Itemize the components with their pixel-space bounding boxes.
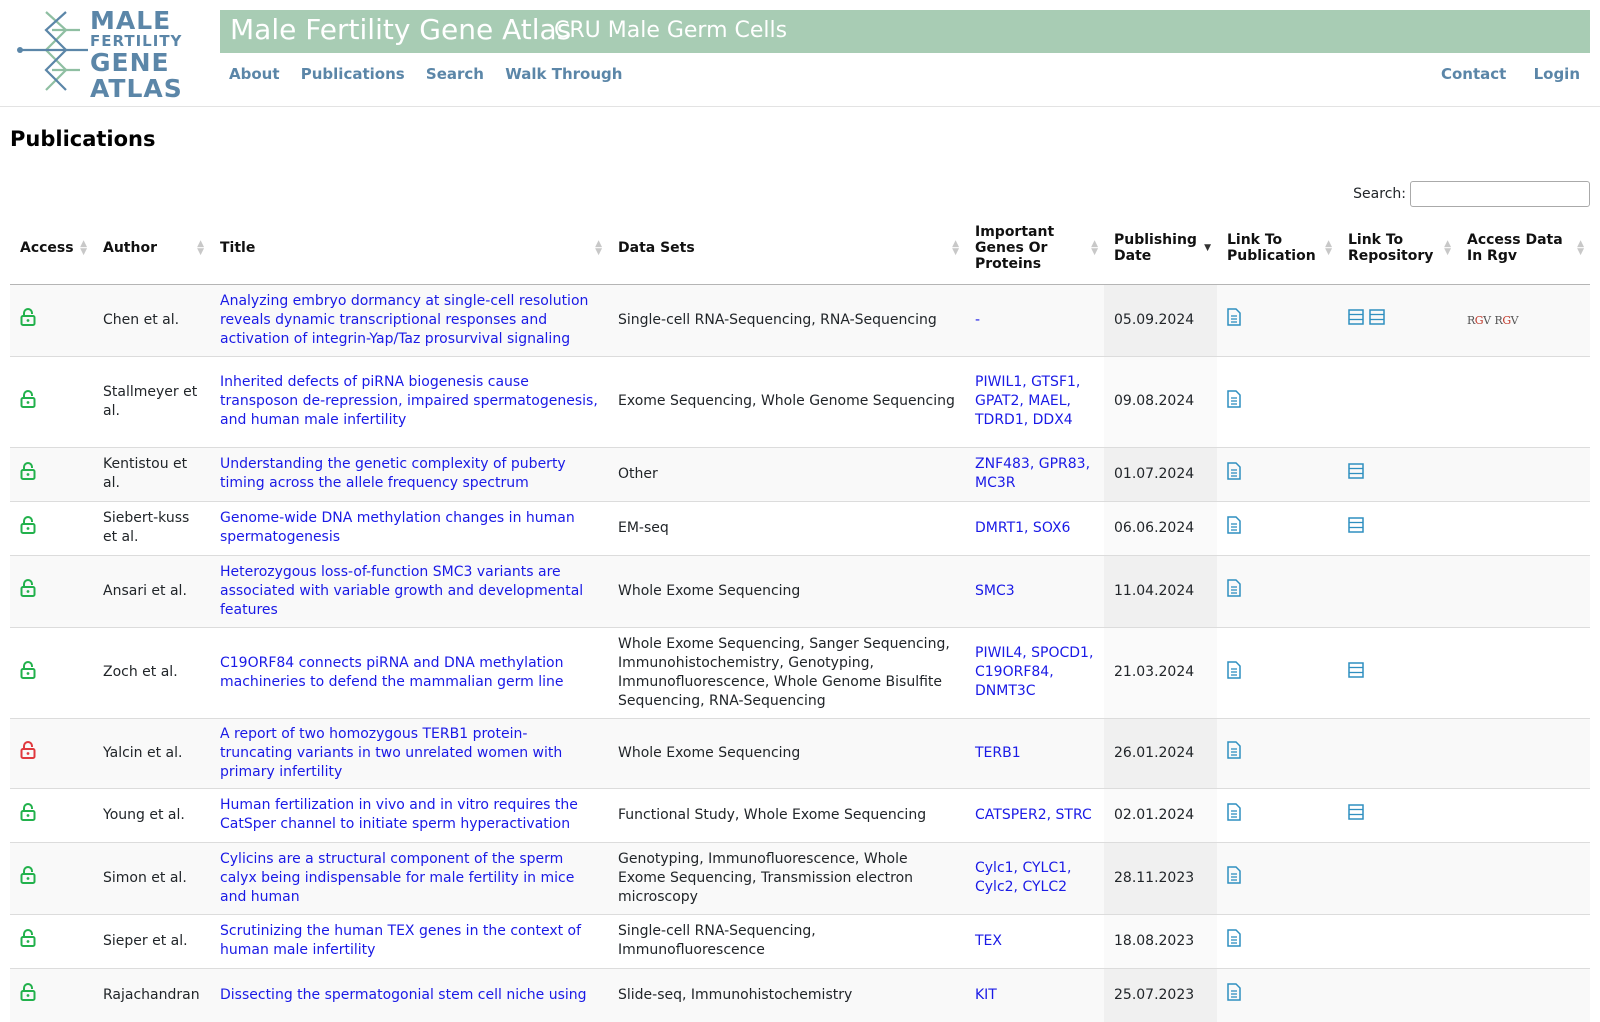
- access-cell: [10, 788, 93, 842]
- datasets-cell: Genotyping, Immunofluorescence, Whole Exome Sequencing, Transmission electron microscopy: [608, 842, 965, 914]
- unlock-icon[interactable]: [20, 866, 36, 890]
- unlock-icon[interactable]: [20, 390, 36, 414]
- gene-links[interactable]: TERB1: [975, 744, 1021, 761]
- sort-icon: ▲ ▼: [1325, 238, 1332, 257]
- publication-title-link[interactable]: Understanding the genetic complexity of puberty timing across the allele frequency spectrum: [220, 456, 566, 491]
- title-cell: [210, 842, 608, 914]
- col-access[interactable]: [10, 212, 93, 284]
- publication-title-link[interactable]: Cylicins are a structural component of the sperm calyx being indispensable for male fertility in mice and human: [220, 850, 575, 905]
- title-cell: [210, 968, 608, 1022]
- repository-icon[interactable]: [1348, 309, 1364, 331]
- logo-line-1: MALE: [90, 6, 172, 35]
- datasets-cell: Slide-seq, Immunohistochemistry: [608, 968, 965, 1022]
- repository-icon[interactable]: [1348, 463, 1364, 485]
- date-cell: 05.09.2024: [1104, 284, 1217, 356]
- col-link-publication-label: Link To Publication: [1227, 231, 1316, 264]
- date-cell: 02.01.2024: [1104, 788, 1217, 842]
- access-cell: [10, 501, 93, 555]
- title-cell: [210, 284, 608, 356]
- col-title-label: Title: [220, 239, 256, 256]
- sort-icon: ▲ ▼: [80, 238, 87, 257]
- unlock-icon[interactable]: [20, 308, 36, 332]
- col-link-repository-label: Link To Repository: [1348, 231, 1434, 264]
- repository-link-cell: [1338, 447, 1457, 501]
- document-icon[interactable]: [1227, 579, 1241, 603]
- nav-login[interactable]: Login: [1533, 65, 1580, 83]
- date-cell: 18.08.2023: [1104, 914, 1217, 968]
- genes-cell: [965, 914, 1104, 968]
- col-rgv[interactable]: [1457, 212, 1590, 284]
- author-cell: Chen et al.: [93, 284, 210, 356]
- genes-cell: [965, 718, 1104, 788]
- table-row: [10, 788, 1590, 842]
- nav-walk-through[interactable]: Walk Through: [505, 65, 623, 83]
- col-link-publication[interactable]: [1217, 212, 1338, 284]
- table-row: [10, 914, 1590, 968]
- repository-link-cell: [1338, 501, 1457, 555]
- date-cell: 21.03.2024: [1104, 627, 1217, 718]
- document-icon[interactable]: [1227, 929, 1241, 953]
- col-datasets[interactable]: [608, 212, 965, 284]
- sort-icon: ▲ ▼: [1091, 238, 1098, 257]
- genes-cell: [965, 842, 1104, 914]
- search-input[interactable]: [1410, 181, 1590, 207]
- title-cell: [210, 718, 608, 788]
- unlock-icon[interactable]: [20, 462, 36, 486]
- rgv-cell: [1457, 627, 1590, 718]
- author-cell: Zoch et al.: [93, 627, 210, 718]
- sort-icon: ▲ ▼: [1577, 238, 1584, 257]
- publication-title-link[interactable]: C19ORF84 connects piRNA and DNA methylation machineries to defend the mammalian germ line: [220, 654, 564, 690]
- repository-link-cell: [1338, 284, 1457, 356]
- publication-link-cell: [1217, 501, 1338, 555]
- gene-links[interactable]: SMC3: [975, 582, 1015, 599]
- logo-text: [90, 6, 183, 103]
- date-cell: 25.07.2023: [1104, 968, 1217, 1022]
- repository-icon[interactable]: [1348, 804, 1364, 826]
- main-nav: [229, 65, 638, 83]
- repository-link-cell: [1338, 914, 1457, 968]
- table-row: [10, 718, 1590, 788]
- repository-link-cell: [1338, 842, 1457, 914]
- access-cell: [10, 555, 93, 627]
- publication-link-cell: [1217, 447, 1338, 501]
- access-cell: [10, 356, 93, 447]
- unlock-icon[interactable]: [20, 579, 36, 603]
- col-genes[interactable]: [965, 212, 1104, 284]
- author-cell: Rajachandran: [93, 968, 210, 1022]
- nav-publications[interactable]: Publications: [300, 65, 405, 83]
- access-cell: [10, 842, 93, 914]
- publication-link-cell: [1217, 356, 1338, 447]
- unlock-icon[interactable]: [20, 661, 36, 685]
- col-author-label: Author: [103, 239, 157, 256]
- repository-link-cell: [1338, 788, 1457, 842]
- title-cell: [210, 501, 608, 555]
- banner-subtitle: CRU Male Germ Cells: [554, 18, 788, 43]
- date-cell: 01.07.2024: [1104, 447, 1217, 501]
- author-cell: Ansari et al.: [93, 555, 210, 627]
- genes-cell: [965, 284, 1104, 356]
- repository-icon[interactable]: [1369, 309, 1385, 331]
- table-header-row: [10, 212, 1590, 284]
- publication-link-cell: [1217, 284, 1338, 356]
- title-cell: [210, 356, 608, 447]
- table-row: [10, 627, 1590, 718]
- unlock-icon[interactable]: [20, 929, 36, 953]
- publications-table: [10, 212, 1590, 1022]
- author-cell: Siebert-kuss et al.: [93, 501, 210, 555]
- access-cell: [10, 718, 93, 788]
- col-title[interactable]: [210, 212, 608, 284]
- title-banner: [220, 10, 1590, 53]
- sort-icon: ▲ ▼: [952, 238, 959, 257]
- gene-links[interactable]: PIWIL4, SPOCD1, C19ORF84, DNMT3C: [975, 645, 1094, 699]
- col-datasets-label: Data Sets: [618, 239, 695, 256]
- genes-cell: [965, 501, 1104, 555]
- table-row: [10, 842, 1590, 914]
- genes-cell: [965, 555, 1104, 627]
- unlock-icon[interactable]: [20, 983, 36, 1007]
- col-date[interactable]: [1104, 212, 1217, 284]
- rgv-cell: [1457, 968, 1590, 1022]
- nav-about[interactable]: About: [229, 65, 280, 83]
- access-cell: [10, 284, 93, 356]
- document-icon[interactable]: [1227, 983, 1241, 1007]
- date-cell: 28.11.2023: [1104, 842, 1217, 914]
- banner-title: Male Fertility Gene Atlas: [230, 13, 572, 46]
- page-title: Publications: [10, 127, 156, 151]
- publication-title-link[interactable]: Heterozygous loss-of-function SMC3 variants are associated with variable growth and developmental features: [220, 563, 584, 618]
- rgv-cell: [1457, 914, 1590, 968]
- logo-line-3: GENE: [90, 48, 170, 77]
- table-row: [10, 356, 1590, 447]
- publication-title-link[interactable]: Dissecting the spermatogonial stem cell niche using: [220, 986, 587, 1003]
- site-header: [0, 0, 1600, 107]
- col-author[interactable]: [93, 212, 210, 284]
- document-icon[interactable]: [1227, 390, 1241, 414]
- col-access-label: Access: [20, 239, 74, 256]
- author-cell: Stallmeyer et al.: [93, 356, 210, 447]
- table-search: [1353, 181, 1590, 207]
- publication-link-cell: [1217, 788, 1338, 842]
- rgv-cell: [1457, 555, 1590, 627]
- repository-icon[interactable]: [1348, 662, 1364, 684]
- lock-icon[interactable]: [20, 741, 36, 765]
- table-row: [10, 555, 1590, 627]
- author-cell: Simon et al.: [93, 842, 210, 914]
- access-cell: [10, 447, 93, 501]
- datasets-cell: EM-seq: [608, 501, 965, 555]
- unlock-icon[interactable]: [20, 803, 36, 827]
- publication-title-link[interactable]: Scrutinizing the human TEX genes in the context of human male infertility: [220, 923, 582, 958]
- rgv-cell: [1457, 501, 1590, 555]
- genes-cell: [965, 447, 1104, 501]
- genes-cell: [965, 627, 1104, 718]
- publication-link-cell: [1217, 555, 1338, 627]
- gene-links[interactable]: PIWIL1, GTSF1, GPAT2, MAEL, TDRD1, DDX4: [975, 374, 1081, 428]
- rgv-icon[interactable]: RGV: [1467, 313, 1491, 327]
- document-icon[interactable]: [1227, 462, 1241, 486]
- publication-link-cell: [1217, 914, 1338, 968]
- nav-search[interactable]: Search: [425, 65, 484, 83]
- rgv-icon[interactable]: RGV: [1494, 313, 1519, 327]
- datasets-cell: Whole Exome Sequencing: [608, 555, 965, 627]
- author-cell: Yalcin et al.: [93, 718, 210, 788]
- date-cell: 26.01.2024: [1104, 718, 1217, 788]
- col-link-repository[interactable]: [1338, 212, 1457, 284]
- gene-links[interactable]: TEX: [975, 932, 1002, 949]
- repository-link-cell: [1338, 356, 1457, 447]
- gene-links[interactable]: Cylc1, CYLC1, Cylc2, CYLC2: [975, 860, 1072, 895]
- genes-cell: [965, 356, 1104, 447]
- publication-title-link[interactable]: A report of two homozygous TERB1 protein-truncating variants in two unrelated women with primary infertility: [220, 725, 563, 780]
- publication-title-link[interactable]: Genome-wide DNA methylation changes in human spermatogenesis: [220, 510, 575, 545]
- datasets-cell: Whole Exome Sequencing: [608, 718, 965, 788]
- table-row: [10, 501, 1590, 555]
- rgv-cell: [1457, 284, 1590, 356]
- repository-icon[interactable]: [1348, 517, 1364, 539]
- document-icon[interactable]: [1227, 803, 1241, 827]
- title-cell: [210, 788, 608, 842]
- genes-cell: [965, 788, 1104, 842]
- access-cell: [10, 914, 93, 968]
- genes-cell: [965, 968, 1104, 1022]
- nav-contact[interactable]: Contact: [1440, 65, 1507, 83]
- col-date-label: Publishing Date: [1114, 231, 1197, 264]
- document-icon[interactable]: [1227, 866, 1241, 890]
- rgv-cell: [1457, 718, 1590, 788]
- title-cell: [210, 447, 608, 501]
- date-cell: 11.04.2024: [1104, 555, 1217, 627]
- datasets-cell: Functional Study, Whole Exome Sequencing: [608, 788, 965, 842]
- gene-links[interactable]: DMRT1, SOX6: [975, 519, 1071, 536]
- document-icon[interactable]: [1227, 741, 1241, 765]
- logo-line-4: ATLAS: [90, 74, 183, 103]
- rgv-cell: [1457, 788, 1590, 842]
- datasets-cell: Single-cell RNA-Sequencing, Immunofluorescence: [608, 914, 965, 968]
- datasets-cell: Exome Sequencing, Whole Genome Sequencing: [608, 356, 965, 447]
- gene-links[interactable]: ZNF483, GPR83, MC3R: [975, 456, 1091, 491]
- publication-title-link[interactable]: Inherited defects of piRNA biogenesis cause transposon de-repression, impaired spermatogenesis, and human male infertility: [220, 374, 598, 428]
- sort-icon: ▲ ▼: [595, 238, 602, 257]
- date-cell: 09.08.2024: [1104, 356, 1217, 447]
- dna-logo-icon: [16, 8, 90, 94]
- author-cell: Sieper et al.: [93, 914, 210, 968]
- repository-link-cell: [1338, 627, 1457, 718]
- publication-link-cell: [1217, 718, 1338, 788]
- table-body: [10, 284, 1590, 1022]
- unlock-icon[interactable]: [20, 516, 36, 540]
- logo-line-2: FERTILITY: [90, 32, 183, 50]
- datasets-cell: Single-cell RNA-Sequencing, RNA-Sequencing: [608, 284, 965, 356]
- title-cell: [210, 555, 608, 627]
- col-rgv-label: Access Data In Rgv: [1467, 231, 1563, 264]
- publication-link-cell: [1217, 968, 1338, 1022]
- repository-link-cell: [1338, 718, 1457, 788]
- search-label: Search:: [1353, 186, 1406, 202]
- user-nav: [1419, 65, 1580, 83]
- rgv-cell: [1457, 356, 1590, 447]
- publication-title-link[interactable]: Human fertilization in vivo and in vitro requires the CatSper channel to initiate sperm hyperactivation: [220, 797, 578, 832]
- title-cell: [210, 627, 608, 718]
- publication-link-cell: [1217, 842, 1338, 914]
- datasets-cell: Other: [608, 447, 965, 501]
- access-cell: [10, 968, 93, 1022]
- author-cell: Young et al.: [93, 788, 210, 842]
- rgv-cell: [1457, 842, 1590, 914]
- document-icon[interactable]: [1227, 516, 1241, 540]
- repository-link-cell: [1338, 555, 1457, 627]
- table-row: [10, 968, 1590, 1022]
- title-cell: [210, 914, 608, 968]
- col-genes-label: Important Genes Or Proteins: [975, 223, 1055, 272]
- sort-icon: ▲ ▼: [197, 238, 204, 257]
- date-cell: 06.06.2024: [1104, 501, 1217, 555]
- rgv-cell: [1457, 447, 1590, 501]
- document-icon[interactable]: [1227, 661, 1241, 685]
- gene-links[interactable]: -: [975, 311, 981, 328]
- publication-link-cell: [1217, 627, 1338, 718]
- table-row: [10, 447, 1590, 501]
- sort-icon: ▲ ▼: [1444, 238, 1451, 257]
- document-icon[interactable]: [1227, 308, 1241, 332]
- gene-links[interactable]: KIT: [975, 986, 997, 1003]
- sort-desc-icon: ▼: [1204, 242, 1211, 253]
- access-cell: [10, 627, 93, 718]
- publication-title-link[interactable]: Analyzing embryo dormancy at single-cell resolution reveals dynamic transcriptional responses and activation of integrin-Yap/Taz prosurvival signaling: [220, 292, 589, 347]
- repository-link-cell: [1338, 968, 1457, 1022]
- author-cell: Kentistou et al.: [93, 447, 210, 501]
- datasets-cell: Whole Exome Sequencing, Sanger Sequencing, Immunohistochemistry, Genotyping, Immunofluorescence, Whole Genome Bisulfite Sequencing, RNA-Sequencing: [608, 627, 965, 718]
- gene-links[interactable]: CATSPER2, STRC: [975, 806, 1092, 823]
- table-row: [10, 284, 1590, 356]
- site-logo[interactable]: [16, 6, 183, 103]
